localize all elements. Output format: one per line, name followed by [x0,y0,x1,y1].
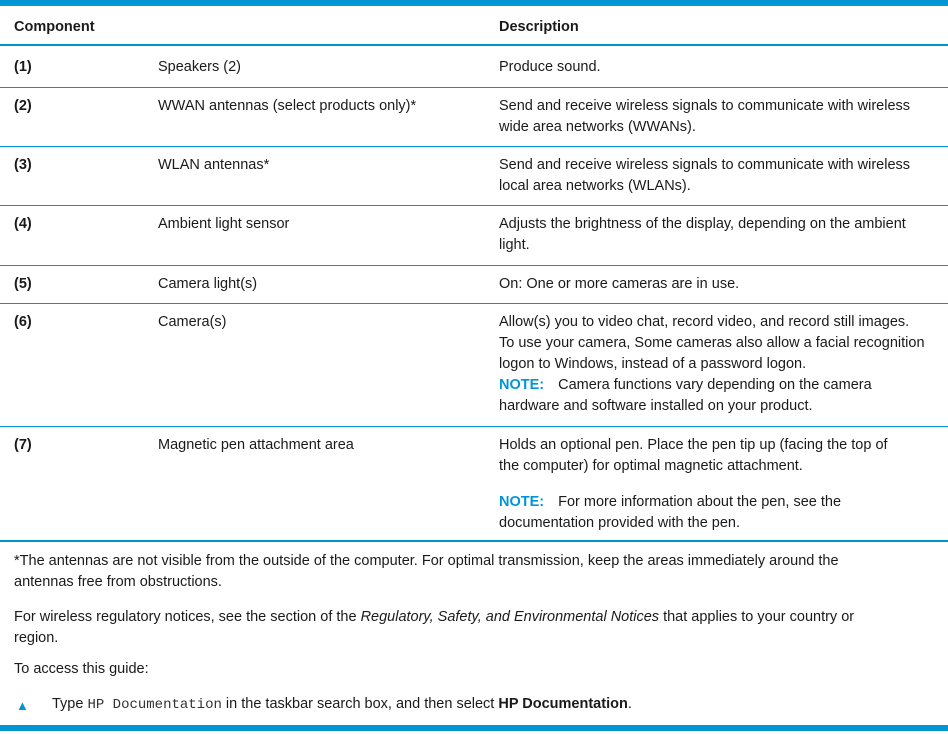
desc-line: Holds an optional pen. Place the pen tip up (facing the top of [499,437,888,453]
regulatory-guide-title: Regulatory, Safety, and Environmental Notices [360,609,660,625]
row-3-component: WLAN antennas* [158,157,270,173]
desc-line: On: One or more cameras are in use. [499,276,740,292]
step-text [52,694,932,716]
triangle-bullet-icon: ▲ [16,698,29,713]
step-text-part: in the taskbar search box, and then select [221,696,499,712]
regulatory-text: For wireless regulatory notices, see the section of the [14,609,361,625]
row-2-description [499,96,947,138]
row-divider [0,265,948,266]
row-1-description [499,57,947,78]
row-1-number: (1) [14,59,32,75]
regulatory-line [14,607,929,628]
desc-line: Produce sound. [499,59,601,75]
regulatory-text: that applies to your country or [659,609,855,625]
footnote [14,551,929,593]
row-5-number: (5) [14,276,32,292]
row-6-component: Camera(s) [158,314,227,330]
note-text: For more information about the pen, see the [558,494,842,510]
row-4-description [499,214,947,256]
desc-line: Send and receive wireless signals to communicate with wireless [499,98,911,114]
desc-line: logon to Windows, instead of a password logon. [499,356,807,372]
row-7-number: (7) [14,437,32,453]
regulatory-paragraph [14,607,929,649]
row-divider [0,205,948,206]
row-1-component: Speakers (2) [158,59,242,75]
step-bold: HP Documentation [498,696,628,712]
row-2-number: (2) [14,98,32,114]
note-label: NOTE: [499,377,545,393]
top-rule [0,0,948,6]
note-line [499,375,947,396]
row-4-number: (4) [14,216,32,232]
row-5-description [499,274,947,295]
table-bottom-divider [0,540,948,542]
desc-line: light. [499,237,530,253]
regulatory-text: region. [14,630,59,646]
row-2-component: WWAN antennas (select products only)* [158,98,417,114]
header-divider [0,44,948,46]
row-7-component: Magnetic pen attachment area [158,437,354,453]
row-7-description [499,435,947,534]
row-divider [0,303,948,304]
note-text: Camera functions vary depending on the camera [558,377,872,393]
step-code: HP Documentation [87,697,222,713]
note-label: NOTE: [499,494,545,510]
note-text: documentation provided with the pen. [499,515,741,531]
row-3-number: (3) [14,157,32,173]
step-text-part: Type [52,696,88,712]
bottom-rule [0,725,948,731]
desc-line: Allow(s) you to video chat, record video, and record still images. [499,314,910,330]
row-6-description [499,312,947,417]
note-text: hardware and software installed on your product. [499,398,813,414]
desc-line: Adjusts the brightness of the display, depending on the ambient [499,216,906,232]
row-3-description [499,155,947,197]
row-6-number: (6) [14,314,32,330]
header-description: Description [499,19,579,35]
row-divider [0,87,948,88]
footnote-line: antennas free from obstructions. [14,574,222,590]
access-intro: To access this guide: [14,661,149,677]
footnote-line: *The antennas are not visible from the outside of the computer. For optimal transmission, keep the areas immediately around the [14,553,839,569]
desc-line: Send and receive wireless signals to communicate with wireless [499,157,911,173]
desc-line: To use your camera, Some cameras also allow a facial recognition [499,335,925,351]
note-line [499,492,947,513]
step-text-part: . [627,696,632,712]
row-divider [0,426,948,427]
desc-line: local area networks (WLANs). [499,178,691,194]
header-component: Component [14,19,95,35]
desc-line: wide area networks (WWANs). [499,119,696,135]
row-divider [0,146,948,147]
row-4-component: Ambient light sensor [158,216,290,232]
desc-line: the computer) for optimal magnetic attachment. [499,458,803,474]
row-5-component: Camera light(s) [158,276,258,292]
